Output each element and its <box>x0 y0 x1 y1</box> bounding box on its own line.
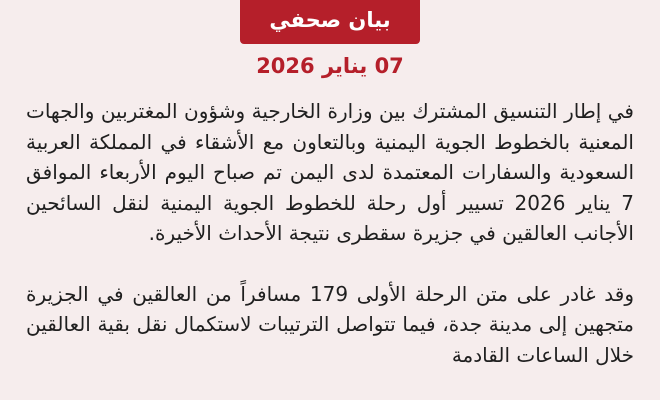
statement-paragraph-1: في إطار التنسيق المشترك بين وزارة الخارجية وشؤون المغتربين والجهات المعنية بالخطوط الجوية اليمنية وبالتعاون مع الأشقاء في المملكة العربية السعودية والسفارات المعتمدة لدى اليمن تم صباح اليوم الأربعاء الموافق 7 يناير 2026 تسيير أول رحلة للخطوط الجوية اليمنية لنقل السائحين الأجانب العالقين في جزيرة سقطرى نتيجة الأحداث الأخيرة. <box>26 99 634 245</box>
statement-body <box>26 96 634 400</box>
page-title: بيان صحفي <box>269 8 391 32</box>
release-date: 07 يناير 2026 <box>256 54 404 78</box>
statement-paragraph-2: وقد غادر على متن الرحلة الأولى 179 مسافراً من العالقين في الجزيرة متجهين إلى مدينة جدة، فيما تتواصل الترتيبات لاستكمال نقل بقية العالقين خلال الساعات القادمة <box>26 281 635 367</box>
press-release-title-banner <box>240 0 420 44</box>
